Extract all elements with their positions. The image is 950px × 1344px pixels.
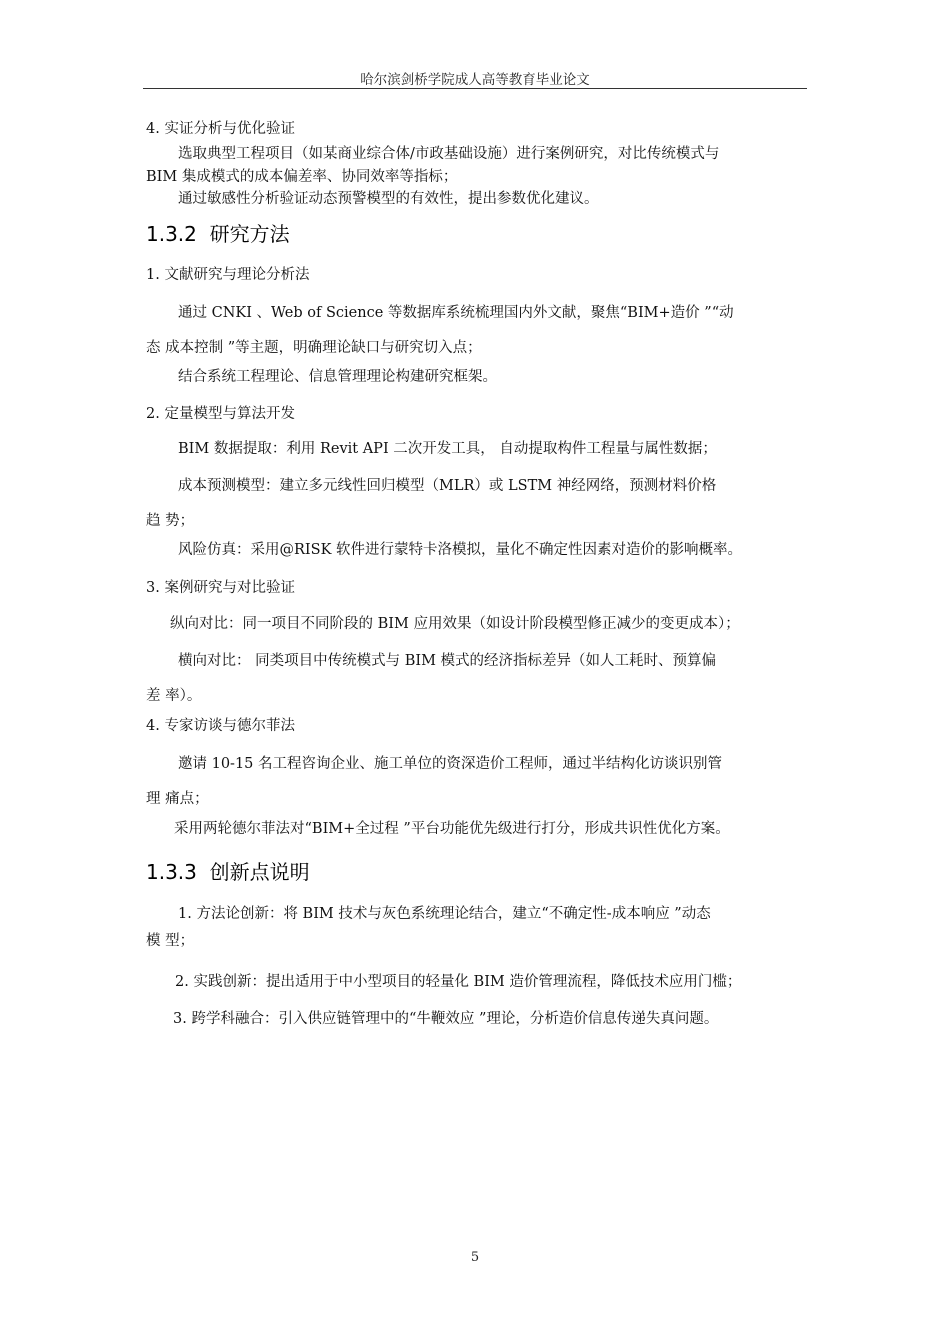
innovation-2: 2. 实践创新：提出适用于中小型项目的轻量化 BIM 造价管理流程，降低技术应用门槛； [175,974,742,990]
section-4-title: 4. 实证分析与优化验证 [146,121,295,137]
method-4-line2: 理 痛点； [146,791,209,807]
method-2-line1: BIM 数据提取：利用 Revit API 二次开发工具， 自动提取构件工程量与属性数据； [178,441,717,457]
page-number: 5 [470,1250,480,1265]
heading-1-3-2 [146,222,290,246]
method-1-line3: 结合系统工程理论、信息管理理论构建研究框架。 [178,369,497,385]
header-divider [143,88,807,89]
heading-title: 研究方法 [209,222,290,246]
page-header-title: 哈尔滨剑桥学院成人高等教育毕业论文 [360,72,590,88]
section-4-para1-line1: 选取典型工程项目（如某商业综合体/市政基础设施）进行案例研究，对比传统模式与 [178,146,720,162]
innovation-1-line1: 1. 方法论创新：将 BIM 技术与灰色系统理论结合，建立“不确定性-成本响应 ”动态 [178,906,711,922]
section-4-para1-line2: BIM 集成模式的成本偏差率、协同效率等指标； [146,169,458,185]
section-4-para2: 通过敏感性分析验证动态预警模型的有效性，提出参数优化建议。 [178,191,599,207]
method-2-line2: 成本预测模型：建立多元线性回归模型（MLR）或 LSTM 神经网络，预测材料价格 [178,478,717,494]
method-3-line2: 横向对比： 同类项目中传统模式与 BIM 模式的经济指标差异（如人工耗时、预算偏 [178,653,717,669]
method-4-line3: 采用两轮德尔菲法对“BIM+全过程 ”平台功能优先级进行打分，形成共识性优化方案。 [174,821,730,837]
heading-number: 1.3.3 [146,860,197,884]
method-2-line3: 趋 势； [146,513,195,529]
method-2-title: 2. 定量模型与算法开发 [146,406,295,422]
method-4-title: 4. 专家访谈与德尔菲法 [146,718,295,734]
method-3-line3: 差 率）。 [146,688,202,704]
heading-1-3-3 [146,860,310,884]
method-1-title: 1. 文献研究与理论分析法 [146,267,310,283]
heading-title: 创新点说明 [209,860,310,884]
method-2-line4: 风险仿真：采用@RISK 软件进行蒙特卡洛模拟，量化不确定性因素对造价的影响概率。 [178,542,743,558]
method-4-line1: 邀请 10-15 名工程咨询企业、施工单位的资深造价工程师，通过半结构化访谈识别管 [178,756,723,772]
method-3-title: 3. 案例研究与对比验证 [146,580,295,596]
method-3-line1: 纵向对比：同一项目不同阶段的 BIM 应用效果（如设计阶段模型修正减少的变更成本）； [170,616,740,632]
method-1-line2: 态 成本控制 ”等主题，明确理论缺口与研究切入点； [146,340,482,356]
method-1-line1: 通过 CNKI 、Web of Science 等数据库系统梳理国内外文献，聚焦“BIM+造价 ”“动 [178,305,734,321]
innovation-1-line2: 模 型； [146,933,195,949]
heading-number: 1.3.2 [146,222,197,246]
innovation-3: 3. 跨学科融合：引入供应链管理中的“牛鞭效应 ”理论，分析造价信息传递失真问题。 [173,1011,719,1027]
